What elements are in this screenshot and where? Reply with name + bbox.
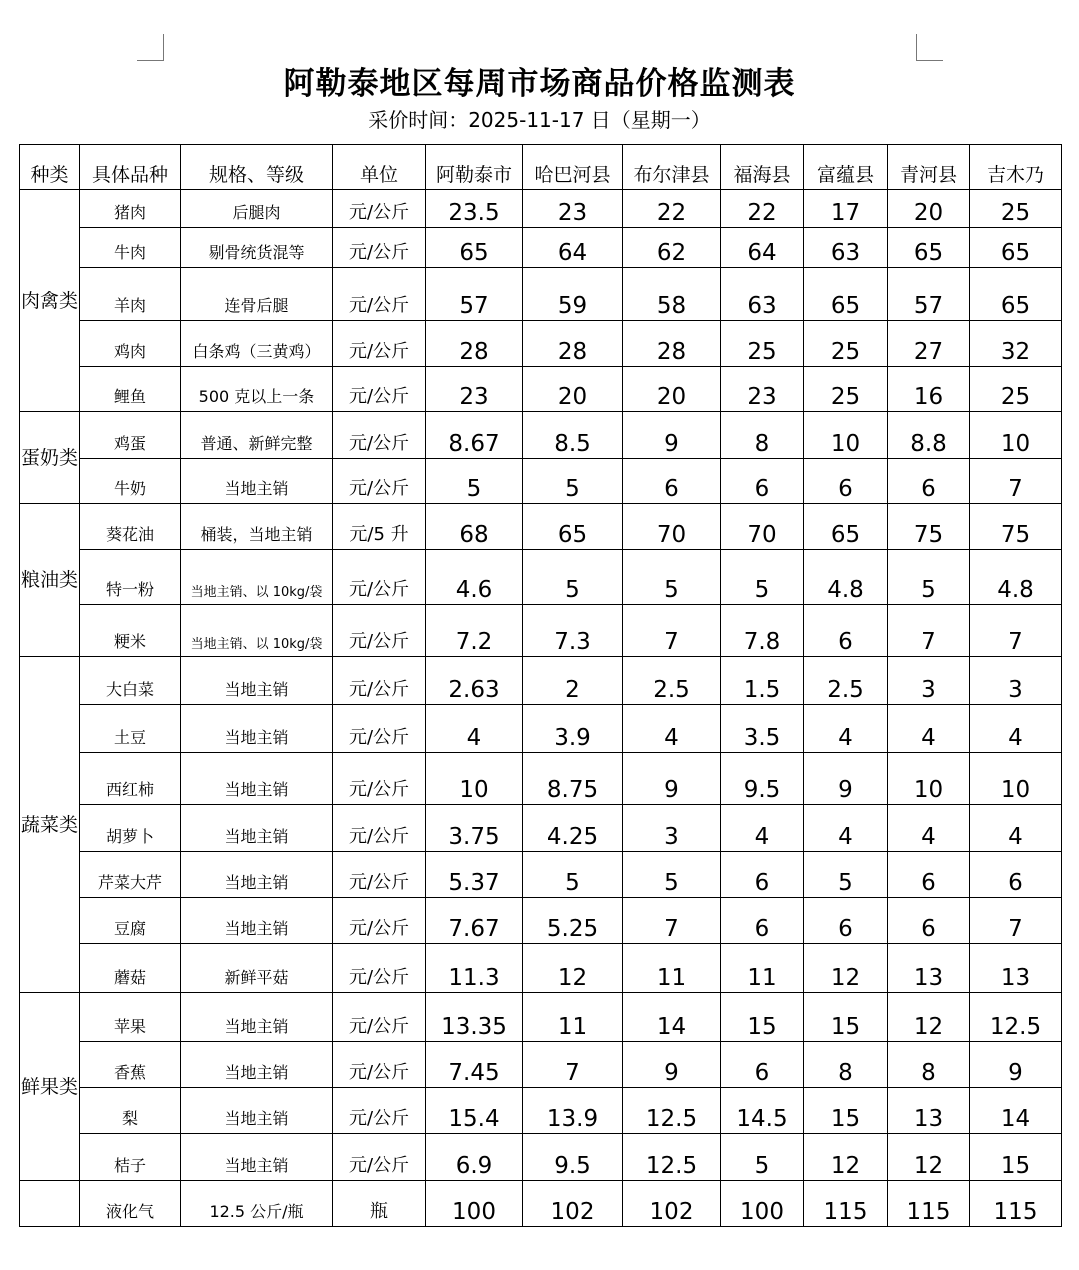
price-county-fuyun: 63 [804, 228, 888, 268]
header-category: 种类 [20, 145, 80, 190]
price-county-habahe: 20 [523, 367, 623, 412]
price-county-habahe: 9.5 [523, 1134, 623, 1181]
item-name: 牛肉 [80, 228, 181, 268]
price-county-habahe: 11 [523, 993, 623, 1042]
price-county-fuyun: 9 [804, 753, 888, 805]
price-county-burqin: 14 [623, 993, 721, 1042]
price-county-jeminay: 6 [970, 852, 1062, 898]
table-row [20, 321, 1062, 367]
table-row [20, 605, 1062, 657]
table-row [20, 367, 1062, 412]
price-county-burqin: 5 [623, 550, 721, 605]
price-county-fuyun: 65 [804, 268, 888, 321]
item-name: 豆腐 [80, 898, 181, 944]
price-county-qinghe: 75 [888, 504, 970, 550]
price-county-jeminay: 25 [970, 190, 1062, 228]
price-county-burqin: 12.5 [623, 1088, 721, 1134]
item-name: 大白菜 [80, 657, 181, 705]
price-county-burqin: 5 [623, 852, 721, 898]
price-county-fuhai: 14.5 [721, 1088, 804, 1134]
price-county-qinghe: 4 [888, 805, 970, 852]
item-spec: 当地主销 [181, 805, 333, 852]
price-city-altay: 7.45 [426, 1042, 523, 1088]
price-county-fuyun: 6 [804, 459, 888, 504]
price-county-jeminay: 13 [970, 944, 1062, 993]
price-county-fuhai: 11 [721, 944, 804, 993]
price-county-burqin: 9 [623, 1042, 721, 1088]
item-name: 牛奶 [80, 459, 181, 504]
price-city-altay: 8.67 [426, 412, 523, 459]
item-name: 猪肉 [80, 190, 181, 228]
item-name: 蘑菇 [80, 944, 181, 993]
item-unit: 元/公斤 [333, 852, 426, 898]
item-unit: 元/公斤 [333, 367, 426, 412]
item-unit: 元/公斤 [333, 944, 426, 993]
price-county-habahe: 7 [523, 1042, 623, 1088]
price-county-burqin: 28 [623, 321, 721, 367]
price-county-jeminay: 65 [970, 228, 1062, 268]
price-county-burqin: 102 [623, 1181, 721, 1227]
header-county-burqin: 布尔津县 [623, 145, 721, 190]
item-name: 芹菜大芹 [80, 852, 181, 898]
price-county-fuhai: 6 [721, 459, 804, 504]
price-county-qinghe: 6 [888, 852, 970, 898]
table-row [20, 898, 1062, 944]
price-county-habahe: 28 [523, 321, 623, 367]
price-county-jeminay: 4 [970, 805, 1062, 852]
price-city-altay: 13.35 [426, 993, 523, 1042]
item-unit: 元/公斤 [333, 1088, 426, 1134]
price-county-fuyun: 115 [804, 1181, 888, 1227]
price-county-qinghe: 13 [888, 944, 970, 993]
item-unit: 元/公斤 [333, 190, 426, 228]
price-county-jeminay: 3 [970, 657, 1062, 705]
price-county-jeminay: 12.5 [970, 993, 1062, 1042]
price-county-fuhai: 5 [721, 1134, 804, 1181]
price-county-jeminay: 7 [970, 898, 1062, 944]
price-county-fuyun: 17 [804, 190, 888, 228]
item-spec: 当地主销、以 10kg/袋 [181, 605, 333, 657]
item-spec: 当地主销 [181, 1042, 333, 1088]
item-name: 香蕉 [80, 1042, 181, 1088]
item-spec: 当地主销、以 10kg/袋 [181, 550, 333, 605]
item-spec: 12.5 公斤/瓶 [181, 1181, 333, 1227]
price-city-altay: 23 [426, 367, 523, 412]
price-county-qinghe: 12 [888, 1134, 970, 1181]
price-city-altay: 28 [426, 321, 523, 367]
item-unit: 元/公斤 [333, 459, 426, 504]
price-county-burqin: 4 [623, 705, 721, 753]
item-unit: 元/公斤 [333, 605, 426, 657]
price-county-burqin: 9 [623, 753, 721, 805]
price-county-burqin: 12.5 [623, 1134, 721, 1181]
item-name: 苹果 [80, 993, 181, 1042]
item-name: 葵花油 [80, 504, 181, 550]
price-county-habahe: 23 [523, 190, 623, 228]
table-row [20, 504, 1062, 550]
price-county-qinghe: 57 [888, 268, 970, 321]
price-city-altay: 57 [426, 268, 523, 321]
price-county-jeminay: 7 [970, 459, 1062, 504]
price-city-altay: 10 [426, 753, 523, 805]
item-spec: 连骨后腿 [181, 268, 333, 321]
price-city-altay: 7.2 [426, 605, 523, 657]
price-county-qinghe: 8.8 [888, 412, 970, 459]
price-county-habahe: 59 [523, 268, 623, 321]
price-county-fuyun: 2.5 [804, 657, 888, 705]
category-cell: 肉禽类 [20, 190, 80, 412]
item-spec: 当地主销 [181, 852, 333, 898]
item-name: 胡萝卜 [80, 805, 181, 852]
price-county-jeminay: 32 [970, 321, 1062, 367]
item-unit: 元/公斤 [333, 705, 426, 753]
crop-mark-left [137, 34, 164, 61]
item-spec: 剔骨统货混等 [181, 228, 333, 268]
price-county-burqin: 6 [623, 459, 721, 504]
price-county-burqin: 9 [623, 412, 721, 459]
item-spec: 当地主销 [181, 993, 333, 1042]
item-name: 桔子 [80, 1134, 181, 1181]
price-city-altay: 65 [426, 228, 523, 268]
price-county-jeminay: 4 [970, 705, 1062, 753]
table-row [20, 805, 1062, 852]
price-county-fuhai: 6 [721, 898, 804, 944]
item-spec: 白条鸡（三黄鸡） [181, 321, 333, 367]
header-county-habahe: 哈巴河县 [523, 145, 623, 190]
crop-mark-right [916, 34, 943, 61]
price-county-jeminay: 10 [970, 753, 1062, 805]
price-county-qinghe: 7 [888, 605, 970, 657]
price-county-jeminay: 25 [970, 367, 1062, 412]
item-unit: 元/公斤 [333, 753, 426, 805]
price-county-habahe: 102 [523, 1181, 623, 1227]
price-county-fuyun: 25 [804, 321, 888, 367]
price-county-fuhai: 1.5 [721, 657, 804, 705]
category-cell: 鲜果类 [20, 993, 80, 1181]
price-county-habahe: 65 [523, 504, 623, 550]
category-cell: 蔬菜类 [20, 657, 80, 993]
price-county-burqin: 70 [623, 504, 721, 550]
price-city-altay: 4.6 [426, 550, 523, 605]
price-county-jeminay: 115 [970, 1181, 1062, 1227]
price-county-burqin: 11 [623, 944, 721, 993]
price-county-fuhai: 4 [721, 805, 804, 852]
price-county-qinghe: 6 [888, 459, 970, 504]
price-county-qinghe: 8 [888, 1042, 970, 1088]
table-row [20, 944, 1062, 993]
price-county-qinghe: 115 [888, 1181, 970, 1227]
price-county-qinghe: 65 [888, 228, 970, 268]
item-unit: 元/公斤 [333, 268, 426, 321]
item-name: 特一粉 [80, 550, 181, 605]
price-county-qinghe: 10 [888, 753, 970, 805]
price-county-habahe: 64 [523, 228, 623, 268]
table-row [20, 1181, 1062, 1227]
item-name: 羊肉 [80, 268, 181, 321]
table-row [20, 550, 1062, 605]
price-county-jeminay: 9 [970, 1042, 1062, 1088]
header-spec: 规格、等级 [181, 145, 333, 190]
category-cell [20, 1181, 80, 1227]
price-county-fuyun: 15 [804, 993, 888, 1042]
price-table [19, 144, 1062, 1227]
price-county-burqin: 22 [623, 190, 721, 228]
header-county-qinghe: 青河县 [888, 145, 970, 190]
price-county-fuyun: 25 [804, 367, 888, 412]
table-row [20, 1134, 1062, 1181]
header-county-fuyun: 富蕴县 [804, 145, 888, 190]
category-cell: 粮油类 [20, 504, 80, 657]
price-county-habahe: 5 [523, 459, 623, 504]
price-county-habahe: 4.25 [523, 805, 623, 852]
price-city-altay: 6.9 [426, 1134, 523, 1181]
price-county-fuhai: 64 [721, 228, 804, 268]
price-county-burqin: 20 [623, 367, 721, 412]
item-name: 土豆 [80, 705, 181, 753]
item-unit: 元/公斤 [333, 1134, 426, 1181]
price-county-fuyun: 4.8 [804, 550, 888, 605]
table-row [20, 705, 1062, 753]
price-county-fuhai: 6 [721, 852, 804, 898]
item-spec: 当地主销 [181, 459, 333, 504]
item-spec: 后腿肉 [181, 190, 333, 228]
price-county-fuhai: 9.5 [721, 753, 804, 805]
price-county-fuhai: 100 [721, 1181, 804, 1227]
price-county-qinghe: 3 [888, 657, 970, 705]
item-unit: 元/公斤 [333, 805, 426, 852]
item-name: 西红柿 [80, 753, 181, 805]
price-city-altay: 68 [426, 504, 523, 550]
table-row [20, 1088, 1062, 1134]
price-county-jeminay: 4.8 [970, 550, 1062, 605]
price-county-fuhai: 70 [721, 504, 804, 550]
price-county-fuyun: 65 [804, 504, 888, 550]
price-county-habahe: 8.5 [523, 412, 623, 459]
price-county-fuhai: 22 [721, 190, 804, 228]
price-county-habahe: 5 [523, 550, 623, 605]
price-city-altay: 4 [426, 705, 523, 753]
price-city-altay: 5.37 [426, 852, 523, 898]
price-county-fuhai: 5 [721, 550, 804, 605]
price-city-altay: 7.67 [426, 898, 523, 944]
price-county-fuhai: 63 [721, 268, 804, 321]
item-unit: 元/公斤 [333, 898, 426, 944]
price-county-fuyun: 5 [804, 852, 888, 898]
price-county-fuhai: 3.5 [721, 705, 804, 753]
price-county-qinghe: 6 [888, 898, 970, 944]
item-unit: 元/公斤 [333, 657, 426, 705]
table-row [20, 190, 1062, 228]
item-name: 梨 [80, 1088, 181, 1134]
table-row [20, 412, 1062, 459]
price-county-qinghe: 4 [888, 705, 970, 753]
item-name: 粳米 [80, 605, 181, 657]
item-spec: 当地主销 [181, 705, 333, 753]
price-county-habahe: 12 [523, 944, 623, 993]
item-spec: 当地主销 [181, 657, 333, 705]
table-row [20, 228, 1062, 268]
item-spec: 当地主销 [181, 898, 333, 944]
price-city-altay: 15.4 [426, 1088, 523, 1134]
price-county-fuhai: 25 [721, 321, 804, 367]
item-unit: 元/公斤 [333, 993, 426, 1042]
price-county-fuyun: 10 [804, 412, 888, 459]
price-county-habahe: 5.25 [523, 898, 623, 944]
header-county-fuhai: 福海县 [721, 145, 804, 190]
price-county-fuyun: 12 [804, 944, 888, 993]
price-county-fuyun: 6 [804, 605, 888, 657]
price-county-burqin: 62 [623, 228, 721, 268]
header-row [20, 145, 1062, 190]
item-unit: 瓶 [333, 1181, 426, 1227]
price-date: 采价时间：2025-11-17 日（星期一） [368, 108, 711, 132]
price-county-burqin: 3 [623, 805, 721, 852]
price-county-fuyun: 6 [804, 898, 888, 944]
price-county-fuhai: 7.8 [721, 605, 804, 657]
item-spec: 桶装，当地主销 [181, 504, 333, 550]
price-county-qinghe: 20 [888, 190, 970, 228]
price-county-habahe: 5 [523, 852, 623, 898]
price-county-fuyun: 4 [804, 805, 888, 852]
item-spec: 当地主销 [181, 753, 333, 805]
price-county-jeminay: 65 [970, 268, 1062, 321]
item-name: 鸡蛋 [80, 412, 181, 459]
price-county-fuyun: 12 [804, 1134, 888, 1181]
item-name: 鲤鱼 [80, 367, 181, 412]
price-county-fuhai: 23 [721, 367, 804, 412]
header-unit: 单位 [333, 145, 426, 190]
price-county-habahe: 8.75 [523, 753, 623, 805]
price-county-fuhai: 6 [721, 1042, 804, 1088]
price-county-burqin: 2.5 [623, 657, 721, 705]
price-county-qinghe: 16 [888, 367, 970, 412]
price-county-fuyun: 15 [804, 1088, 888, 1134]
price-county-fuhai: 15 [721, 993, 804, 1042]
item-unit: 元/公斤 [333, 321, 426, 367]
price-city-altay: 11.3 [426, 944, 523, 993]
table-row [20, 993, 1062, 1042]
price-city-altay: 100 [426, 1181, 523, 1227]
price-county-habahe: 3.9 [523, 705, 623, 753]
item-name: 鸡肉 [80, 321, 181, 367]
item-unit: 元/公斤 [333, 228, 426, 268]
page-title: 阿勒泰地区每周市场商品价格监测表 [283, 66, 796, 102]
price-city-altay: 5 [426, 459, 523, 504]
price-county-jeminay: 10 [970, 412, 1062, 459]
item-name: 液化气 [80, 1181, 181, 1227]
item-spec: 普通、新鲜完整 [181, 412, 333, 459]
price-county-burqin: 58 [623, 268, 721, 321]
item-unit: 元/5 升 [333, 504, 426, 550]
price-county-fuhai: 8 [721, 412, 804, 459]
price-county-fuyun: 4 [804, 705, 888, 753]
price-county-jeminay: 7 [970, 605, 1062, 657]
item-spec: 当地主销 [181, 1134, 333, 1181]
item-spec: 新鲜平菇 [181, 944, 333, 993]
price-county-burqin: 7 [623, 605, 721, 657]
item-spec: 当地主销 [181, 1088, 333, 1134]
price-city-altay: 23.5 [426, 190, 523, 228]
price-county-fuyun: 8 [804, 1042, 888, 1088]
price-table-body [20, 145, 1062, 1227]
item-unit: 元/公斤 [333, 550, 426, 605]
header-city-altay: 阿勒泰市 [426, 145, 523, 190]
table-row [20, 459, 1062, 504]
price-county-jeminay: 75 [970, 504, 1062, 550]
item-spec: 500 克以上一条 [181, 367, 333, 412]
table-row [20, 657, 1062, 705]
price-county-jeminay: 14 [970, 1088, 1062, 1134]
category-cell: 蛋奶类 [20, 412, 80, 504]
price-county-habahe: 2 [523, 657, 623, 705]
item-unit: 元/公斤 [333, 412, 426, 459]
price-county-qinghe: 5 [888, 550, 970, 605]
table-row [20, 1042, 1062, 1088]
price-county-qinghe: 27 [888, 321, 970, 367]
table-row [20, 753, 1062, 805]
header-item: 具体品种 [80, 145, 181, 190]
price-county-habahe: 13.9 [523, 1088, 623, 1134]
price-county-qinghe: 13 [888, 1088, 970, 1134]
header-county-jeminay: 吉木乃 [970, 145, 1062, 190]
price-city-altay: 2.63 [426, 657, 523, 705]
price-county-jeminay: 15 [970, 1134, 1062, 1181]
item-unit: 元/公斤 [333, 1042, 426, 1088]
price-county-burqin: 7 [623, 898, 721, 944]
price-county-qinghe: 12 [888, 993, 970, 1042]
price-county-habahe: 7.3 [523, 605, 623, 657]
table-row [20, 268, 1062, 321]
table-row [20, 852, 1062, 898]
price-city-altay: 3.75 [426, 805, 523, 852]
